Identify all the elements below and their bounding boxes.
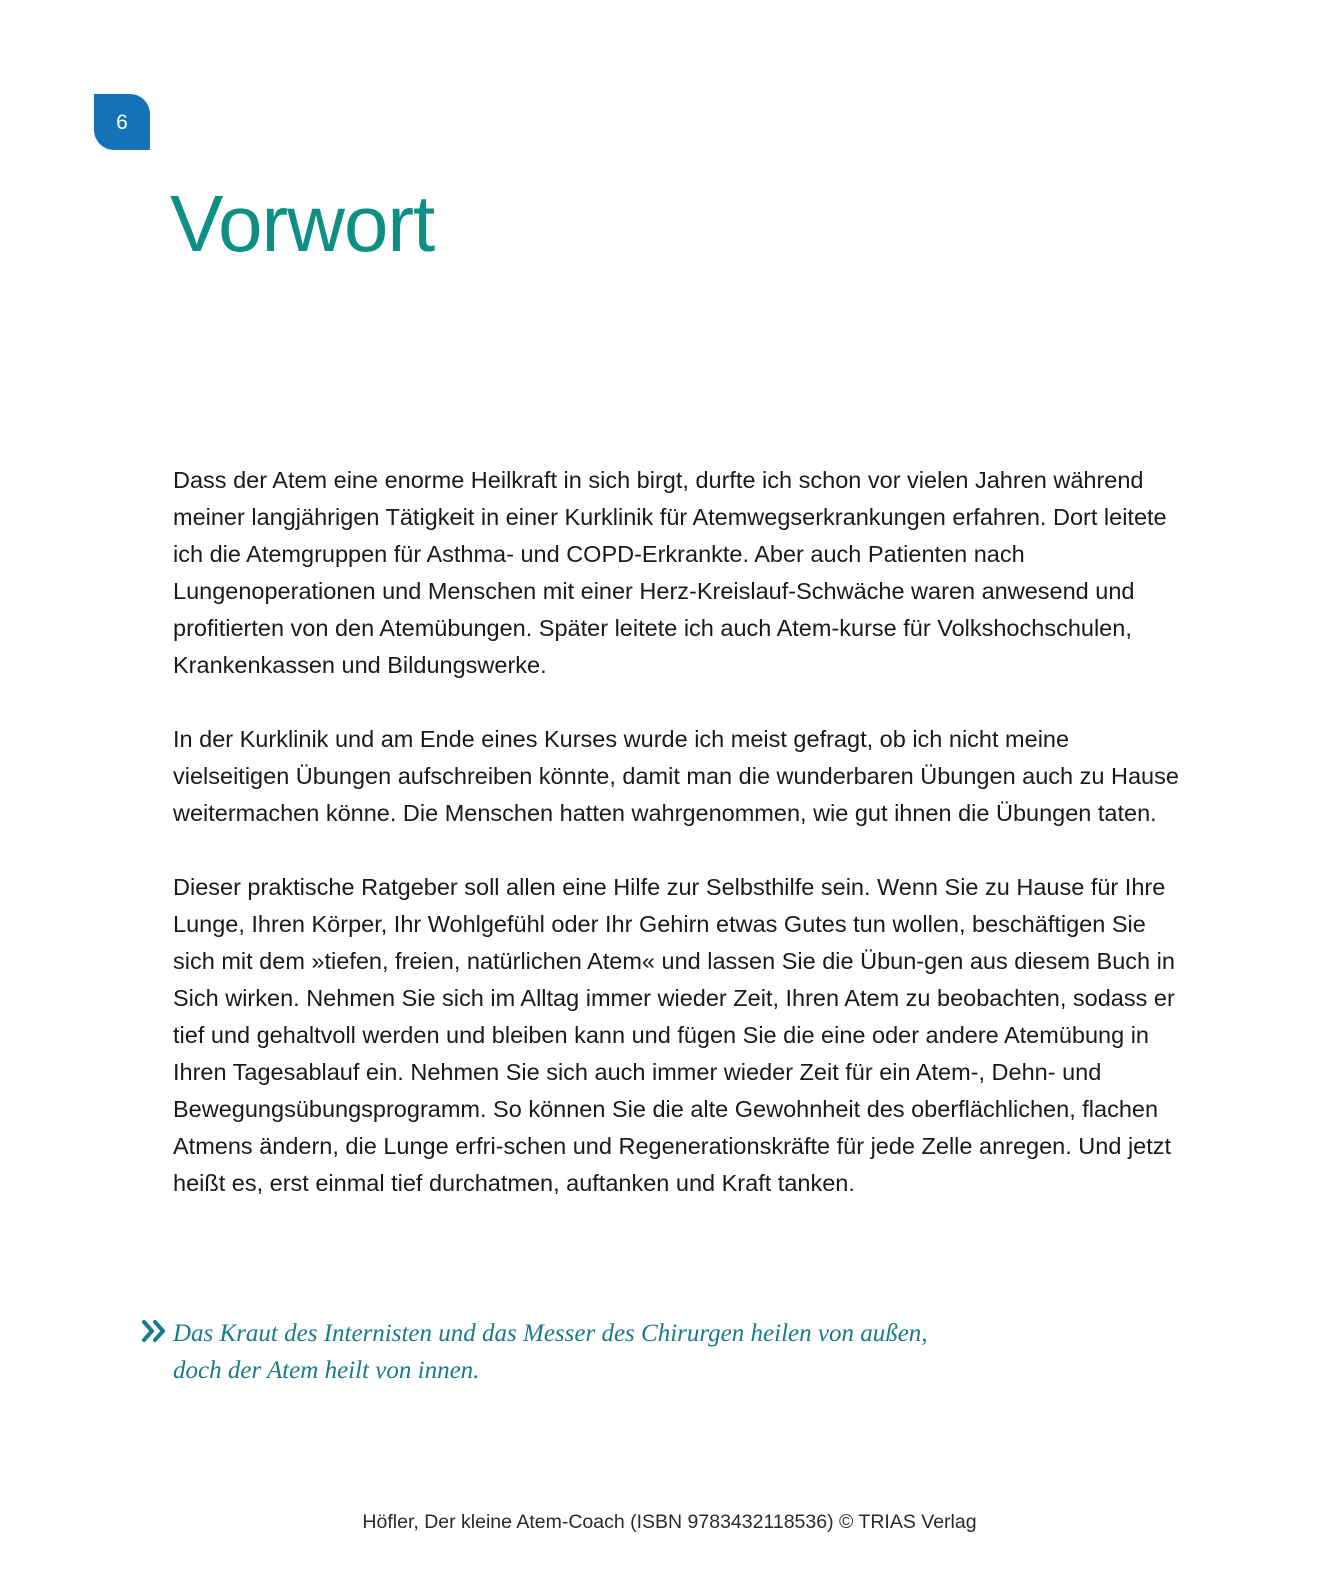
paragraph: Dass der Atem eine enorme Heilkraft in sich birgt, durfte ich schon vor vielen Jahren während meiner langjährigen Tätigkeit in einer Kurklinik für Atemwegserkrankungen erfahren. Dort leitete ich die Atemgruppen für Asthma- und COPD-Erkrankte. Aber auch Patienten nach Lungenoperationen und Menschen mit einer Herz-Kreislauf-Schwäche waren anwesend und profitierten von den Atemübungen. Später leitete ich auch Atem-kurse für Volkshochschulen, Krankenkassen und Bildungswerke.: [173, 467, 1167, 678]
paragraph: Dieser praktische Ratgeber soll allen eine Hilfe zur Selbsthilfe sein. Wenn Sie zu Hause für Ihre Lunge, Ihren Körper, Ihr Wohlgefühl oder Ihr Gehirn etwas Gutes tun wollen, beschäftigen Sie sich mit dem »tiefen, freien, natürlichen Atem« und lassen Sie die Übun-gen aus diesem Buch in Sich wirken. Nehmen Sie sich im Alltag immer wieder Zeit, Ihren Atem zu beobachten, sodass er tief und gehaltvoll werden und bleiben kann und fügen Sie die eine oder andere Atemübung in Ihren Tagesablauf ein. Nehmen Sie sich auch immer wieder Zeit für ein Atem-, Dehn- und Bewegungsübungsprogramm. So können Sie die alte Gewohnheit des oberflächlichen, flachen Atmens ändern, die Lunge erfri-schen und Regenerationskräfte für jede Zelle anregen. Und jetzt heißt es, erst einmal tief durchatmen, auftanken und Kraft tanken.: [173, 874, 1175, 1196]
pull-quote: [140, 1315, 1180, 1389]
footer-citation: Höfler, Der kleine Atem-Coach (ISBN 9783432118536) © TRIAS Verlag: [362, 1511, 977, 1533]
page-title: Vorwort: [170, 179, 435, 268]
quote-line: doch der Atem heilt von innen.: [173, 1357, 480, 1384]
page-number-badge: [94, 94, 150, 150]
body-text: [173, 462, 1183, 1239]
quote-line: Das Kraut des Internisten und das Messer des Chirurgen heilen von außen,: [173, 1320, 928, 1347]
paragraph: In der Kurklinik und am Ende eines Kurses wurde ich meist gefragt, ob ich nicht meine vielseitigen Übungen aufschreiben könnte, damit man die wunderbaren Übungen auch zu Hause weitermachen könne. Die Menschen hatten wahrgenommen, wie gut ihnen die Übungen taten.: [173, 726, 1179, 826]
page-number: 6: [116, 111, 128, 134]
double-chevron-right-icon: [140, 1316, 170, 1346]
